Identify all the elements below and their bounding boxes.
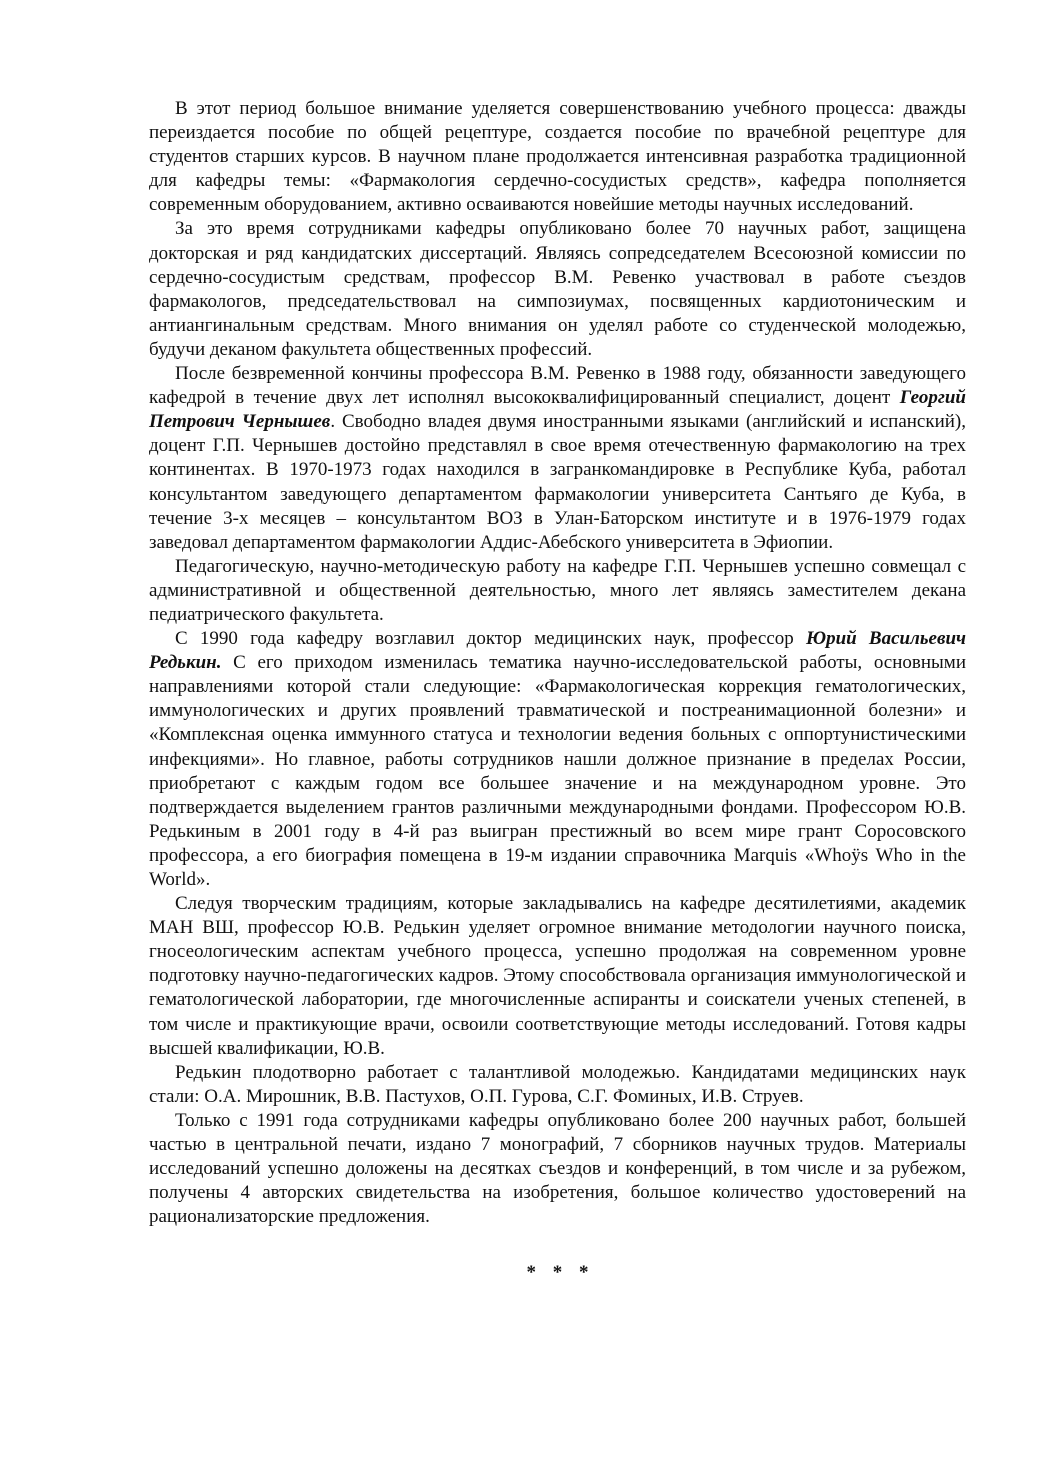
person-name-redkin: Юрий Васильевич Редькин. [149,628,966,674]
document-page [149,97,966,1286]
person-name-chernyshev: Георгий Петрович Чернышев [149,387,966,433]
paragraph-3 [149,362,966,555]
section-separator: * * * [526,1262,595,1284]
paragraph-2: За это время сотрудниками кафедры опубликовано более 70 научных работ, защищена докторская и ряд кандидатских диссертаций. Являясь сопредседателем Всесоюзной комиссии по сердечно-сосудистым средствам, профессор В.М. Ревенко участвовал в работе съездов фармакологов, председательствовал на симпозиумах, посвященных кардиотоническим и антиангинальным средствам. Много внимания он уделял работе со студенческой молодежью, будучи деканом факультета общественных профессий. [149,218,966,360]
paragraph-8: Только с 1991 года сотрудниками кафедры опубликовано более 200 научных работ, большей частью в центральной печати, издано 7 монографий, 7 сборников научных трудов. Материалы исследований успешно доложены на десятках съездов и конференций, в том числе и за рубежом, получены 4 авторских свидетельства на изобретения, большое количество удостоверений на рационализаторские предложения. [149,1109,966,1228]
paragraph-3-text-after: . Свободно владея двумя иностранными языками (английский и испанский), доцент Г.П. Чернышев достойно представлял в свое время отечественную фармакологию на трех континентах. В 1970-1973 годах находился в загранкомандировке в Республике Куба, работал консультантом заведующего департаментом фармакологии университета Сантьяго де Куба, в течение 3-х месяцев – консультантом ВОЗ в Улан-Баторском институте и в 1976-1979 годах заведовал департаментом фармакологии Аддис-Абебского университета в Эфиопии. [149,411,966,553]
paragraph-1: В этот период большое внимание уделяется совершенствованию учебного процесса: дважды переиздается пособие по общей рецептуре, создается пособие по врачебной рецептуре для студентов старших курсов. В научном плане продолжается интенсивная разработка традиционной для кафедры темы: «Фармакология сердечно-сосудистых средств», кафедра пополняется современным оборудованием, активно осваиваются новейшие методы научных исследований. [149,98,966,216]
paragraph-5 [149,627,966,892]
paragraph-6: Следуя творческим традициям, которые закладывались на кафедре десятилетиями, академик МАН ВШ, профессор Ю.В. Редькин уделяет огромное внимание методологии научного поиска, гносеологическим аспектам учебного процесса, успешно продолжая на современном уровне подготовку научно-педагогических кадров. Этому способствовала организация иммунологической и гематологической лаборатории, где многочисленные аспиранты и соискатели ученых степеней, в том числе и практикующие врачи, освоили соответствующие методы исследований. Готовя кадры высшей квалификации, Ю.В. [149,893,966,1059]
paragraph-7: Редькин плодотворно работает с талантливой молодежью. Кандидатами медицинских наук стали: О.А. Мирошник, В.В. Пастухов, О.П. Гурова, С.Г. Фоминых, И.В. Струев. [149,1061,966,1107]
paragraph-4: Педагогическую, научно-методическую работу на кафедре Г.П. Чернышев успешно совмещал с административной и общественной деятельностью, много лет являясь заместителем декана педиатрического факультета. [149,555,966,625]
paragraph-5-text-before: С 1990 года кафедру возглавил доктор медицинских наук, профессор [175,628,806,650]
paragraph-3-text-before: После безвременной кончины профессора В.М. Ревенко в 1988 году, обязанности заведующего кафедрой в течение двух лет исполнял высококвалифицированный специалист, доцент [149,363,966,409]
paragraph-5-text-after: С его приходом изменилась тематика научно-исследовательской работы, основными направлениями которой стали следующие: «Фармакологическая коррекция гематологических, иммунологических и других проявлений травматической и постреанимационной болезни» и «Комплексная оценка иммунного статуса и технологии ведения больных с оппортунистическими инфекциями». Но главное, работы сотрудников нашли должное признание в пределах России, приобретают с каждым годом все большее значение и на международном уровне. Это подтверждается выделением грантов различными международными фондами. Профессором Ю.В. Редькиным в 2001 году в 4-й раз выигран престижный во всем мире грант Соросовского профессора, а его биография помещена в 19-м издании справочника Marquis «Whoÿs Who in the World». [149,652,966,890]
